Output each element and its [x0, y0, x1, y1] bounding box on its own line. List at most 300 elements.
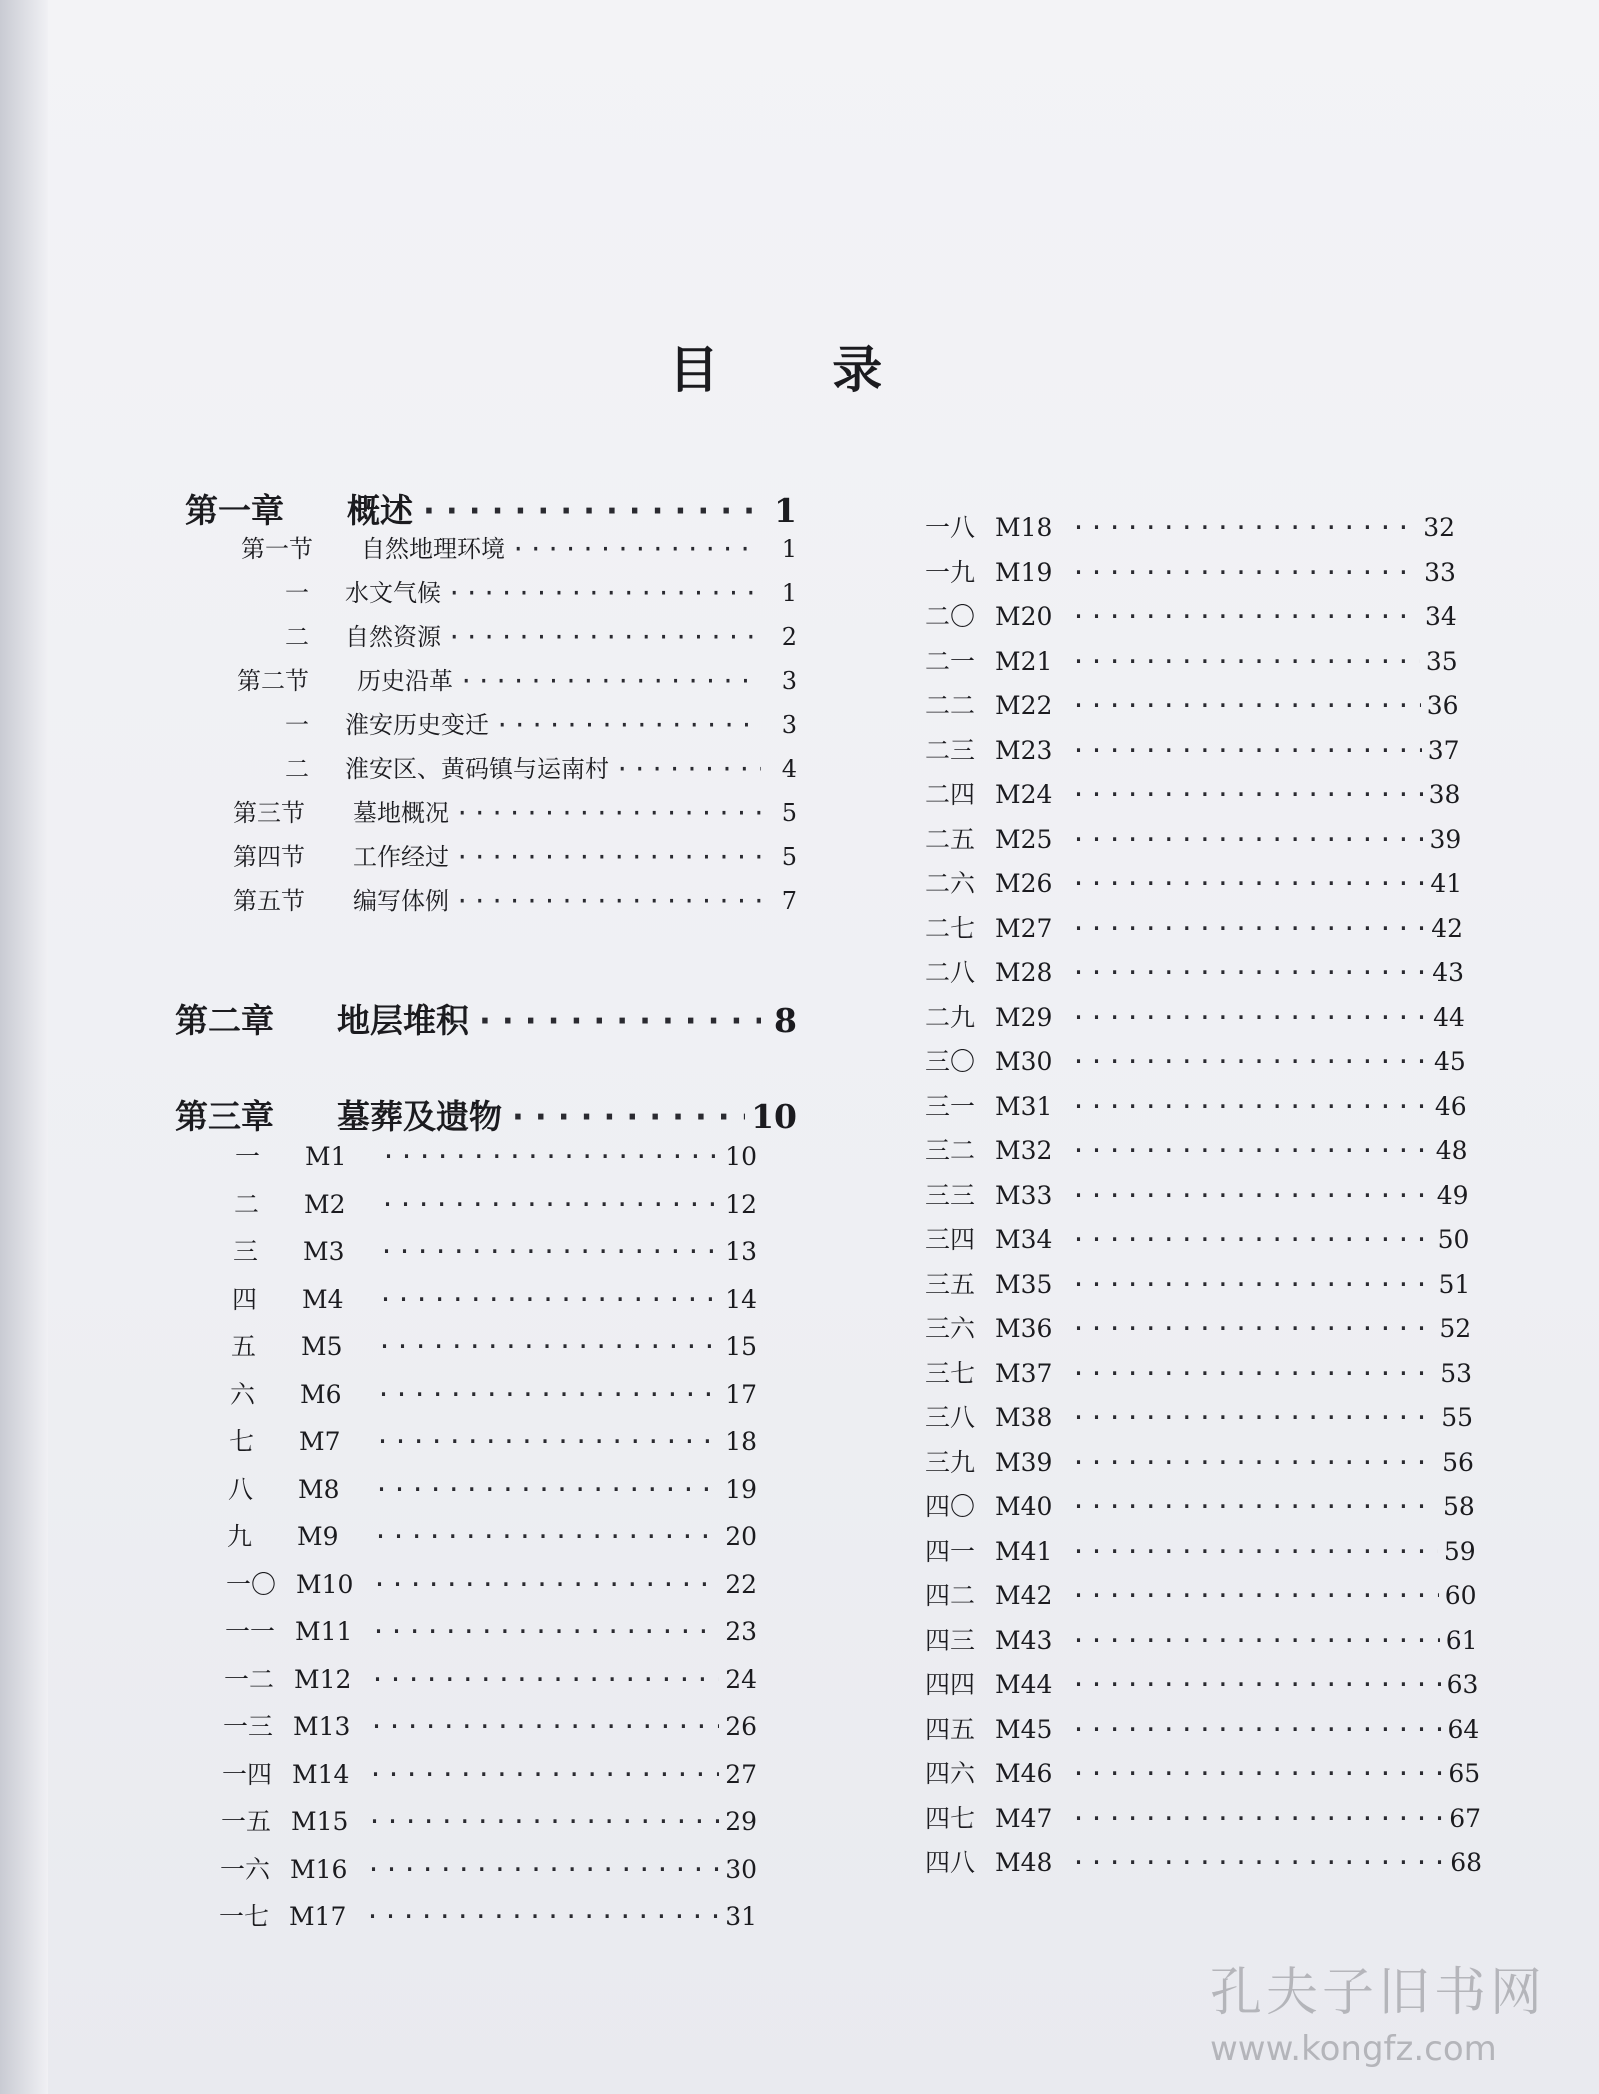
toc-leader-dots	[1071, 1092, 1429, 1121]
toc-entry-label: M8	[298, 1474, 340, 1504]
toc-entry-item	[925, 1087, 1467, 1123]
toc-entry-number: 一六	[220, 1854, 271, 1884]
toc-leader-dots	[378, 1285, 719, 1314]
toc-entry-number: 第五节	[233, 887, 305, 915]
toc-page-number: 4	[781, 755, 797, 783]
toc-leader-dots	[376, 1380, 719, 1409]
toc-entry-number: 二〇	[925, 602, 976, 631]
toc-leader-dots	[1071, 1670, 1441, 1699]
toc-entry-number: 一八	[925, 513, 976, 542]
toc-entry-item	[925, 998, 1465, 1034]
toc-page-number: 10	[751, 1097, 797, 1136]
toc-entry-sub	[285, 617, 797, 652]
toc-leader-dots	[374, 1475, 719, 1504]
toc-entry-number: 三一	[925, 1091, 976, 1121]
toc-entry-item	[925, 909, 1463, 945]
toc-entry-label: M12	[294, 1664, 352, 1694]
toc-entry-label: M43	[995, 1625, 1053, 1655]
toc-entry-item	[225, 1612, 757, 1648]
toc-page-number: 45	[1433, 1047, 1466, 1076]
toc-leader-dots	[1071, 869, 1424, 898]
toc-entry-label: M47	[995, 1803, 1053, 1833]
toc-entry-label: M16	[290, 1854, 348, 1884]
toc-entry-label: 概述	[347, 491, 413, 530]
toc-entry-number: 一九	[925, 557, 976, 587]
toc-leader-dots	[375, 1427, 719, 1456]
toc-entry-label: M39	[995, 1447, 1053, 1477]
toc-leader-dots	[1071, 647, 1420, 676]
toc-entry-number: 四	[232, 1284, 258, 1314]
toc-entry-number: 五	[231, 1332, 257, 1361]
toc-entry-label: M35	[995, 1269, 1053, 1299]
toc-entry-label: M45	[995, 1714, 1053, 1744]
toc-entry-item	[219, 1897, 757, 1933]
toc-leader-dots	[372, 1570, 719, 1599]
toc-leader-dots	[1071, 1136, 1430, 1165]
toc-page-number: 38	[1428, 780, 1461, 809]
toc-page-number: 37	[1427, 735, 1460, 765]
toc-entry-label: M7	[299, 1427, 341, 1456]
toc-entry-number: 一	[285, 579, 309, 607]
toc-entry-number: 三二	[925, 1136, 976, 1165]
toc-entry-item	[227, 1517, 757, 1553]
toc-entry-item	[232, 1280, 757, 1316]
toc-entry-item	[925, 1398, 1473, 1434]
toc-leader-dots	[365, 1902, 719, 1931]
toc-entry-number: 二二	[925, 691, 976, 720]
toc-entry-item	[925, 1131, 1468, 1167]
toc-entry-label: M27	[995, 913, 1053, 943]
toc-leader-dots	[1071, 1581, 1439, 1610]
toc-page-number: 15	[725, 1332, 757, 1361]
toc-page-number: 42	[1431, 913, 1464, 943]
toc-entry-label: 自然资源	[345, 623, 441, 651]
toc-entry-section	[241, 529, 797, 564]
toc-leader-dots	[475, 1001, 761, 1040]
toc-page-number: 36	[1426, 691, 1459, 720]
toc-entry-label: M14	[292, 1759, 350, 1789]
toc-entry-number: 四七	[925, 1803, 976, 1833]
toc-entry-sub	[285, 705, 797, 740]
toc-entry-sub	[285, 573, 797, 608]
toc-entry-item	[925, 775, 1460, 811]
toc-entry-item	[925, 1754, 1480, 1790]
toc-page-number: 43	[1432, 958, 1464, 987]
toc-page-number: 49	[1436, 1180, 1469, 1210]
toc-entry-chapter	[175, 995, 797, 1042]
toc-entry-item	[925, 1621, 1478, 1657]
toc-entry-item	[925, 1042, 1466, 1078]
toc-entry-label: M21	[995, 646, 1053, 676]
toc-entry-number: 一	[235, 1142, 261, 1171]
toc-leader-dots	[495, 711, 761, 739]
toc-entry-label: 淮安区、黄码镇与运南村	[345, 755, 609, 783]
toc-entry-label: M42	[995, 1581, 1053, 1610]
toc-page-number: 60	[1444, 1581, 1477, 1610]
toc-leader-dots	[381, 1142, 719, 1171]
toc-page-number: 2	[781, 623, 797, 651]
toc-entry-item	[925, 1665, 1478, 1701]
toc-page-number: 8	[774, 1001, 797, 1040]
toc-entry-label: M22	[995, 691, 1053, 720]
toc-entry-label: M30	[995, 1047, 1053, 1076]
toc-entry-label: M17	[289, 1902, 347, 1931]
toc-entry-item	[925, 508, 1455, 544]
toc-leader-dots	[373, 1522, 719, 1551]
toc-entry-number: 第四节	[233, 843, 305, 871]
toc-leader-dots	[447, 623, 761, 651]
toc-page-number: 50	[1437, 1225, 1470, 1254]
toc-leader-dots	[1071, 1537, 1438, 1566]
toc-entry-chapter	[175, 1091, 797, 1138]
toc-page-number: 34	[1424, 602, 1457, 631]
toc-leader-dots	[379, 1237, 719, 1266]
toc-page-number: 22	[725, 1569, 757, 1599]
toc-entry-number: 第一节	[241, 535, 313, 563]
toc-leader-dots	[1071, 1225, 1432, 1254]
toc-page-number: 31	[725, 1902, 757, 1931]
toc-page-number: 26	[725, 1712, 757, 1741]
toc-entry-number: 二六	[925, 869, 976, 898]
toc-entry-label: 自然地理环境	[361, 535, 505, 563]
toc-entry-label: 淮安历史变迁	[345, 711, 489, 739]
toc-leader-dots	[455, 799, 761, 827]
toc-entry-item	[229, 1422, 757, 1458]
toc-entry-label: M13	[293, 1712, 351, 1741]
toc-leader-dots	[455, 887, 761, 915]
toc-entry-item	[925, 1220, 1469, 1256]
toc-entry-label: M33	[995, 1180, 1053, 1210]
toc-leader-dots	[511, 535, 761, 563]
toc-page-number: 48	[1435, 1136, 1468, 1165]
toc-entry-number: 二五	[925, 824, 976, 854]
toc-entry-number: 二	[285, 623, 309, 651]
toc-entry-label: M46	[995, 1759, 1053, 1788]
toc-entry-label: M29	[995, 1002, 1053, 1032]
toc-entry-item	[925, 1354, 1472, 1390]
toc-entry-number: 三八	[925, 1403, 976, 1432]
toc-entry-label: 墓地概况	[353, 799, 449, 827]
toc-leader-dots	[615, 755, 761, 783]
toc-leader-dots	[1071, 1047, 1428, 1076]
toc-entry-number: 第二章	[175, 1001, 274, 1040]
toc-entry-number: 四一	[925, 1536, 976, 1566]
toc-page-number: 55	[1441, 1403, 1473, 1432]
toc-leader-dots	[1071, 1403, 1435, 1432]
toc-page-number: 30	[725, 1854, 757, 1884]
toc-leader-dots	[455, 843, 761, 871]
toc-entry-item	[925, 820, 1461, 856]
toc-entry-number: 三九	[925, 1447, 976, 1477]
toc-entry-label: M44	[995, 1670, 1053, 1699]
toc-entry-label: M32	[995, 1136, 1053, 1165]
toc-entry-label: M26	[995, 869, 1053, 898]
toc-leader-dots	[369, 1712, 719, 1741]
toc-entry-item	[925, 1309, 1471, 1345]
toc-page-number: 14	[725, 1284, 757, 1314]
toc-entry-number: 三〇	[925, 1047, 976, 1076]
toc-entry-item	[233, 1232, 757, 1268]
toc-entry-item	[228, 1470, 757, 1506]
toc-entry-item	[925, 1799, 1481, 1835]
toc-entry-section	[233, 837, 797, 872]
toc-entry-number: 四〇	[925, 1492, 976, 1521]
toc-entry-number: 九	[227, 1522, 253, 1551]
toc-entry-item	[223, 1707, 757, 1743]
toc-leader-dots	[1071, 825, 1423, 854]
toc-page-number: 64	[1447, 1714, 1480, 1744]
toc-leader-dots	[370, 1665, 719, 1694]
toc-entry-chapter	[185, 485, 797, 532]
toc-entry-label: M25	[995, 824, 1053, 854]
toc-leader-dots	[1071, 914, 1425, 943]
toc-entry-number: 二	[234, 1189, 260, 1219]
toc-leader-dots	[1071, 691, 1421, 720]
toc-entry-number: 六	[230, 1379, 256, 1409]
toc-entry-label: M18	[995, 513, 1053, 542]
toc-entry-number: 一四	[222, 1759, 273, 1789]
toc-page-number: 10	[725, 1142, 757, 1171]
toc-entry-number: 一三	[223, 1712, 274, 1741]
toc-page-number: 63	[1446, 1670, 1479, 1699]
toc-entry-number: 二四	[925, 780, 976, 809]
toc-entry-item	[231, 1327, 757, 1363]
toc-entry-label: M4	[302, 1284, 344, 1314]
toc-entry-section	[233, 881, 797, 916]
toc-entry-section	[237, 661, 797, 696]
toc-page-number: 33	[1424, 557, 1456, 587]
toc-entry-number: 七	[229, 1427, 255, 1456]
toc-page-number: 1	[781, 579, 797, 607]
watermark-url: www.kongfz.com	[1210, 2029, 1497, 2069]
toc-entry-label: 水文气候	[345, 579, 441, 607]
toc-page-number: 32	[1423, 513, 1455, 542]
toc-entry-item	[925, 731, 1460, 767]
toc-entry-label: M31	[995, 1091, 1053, 1121]
toc-entry-number: 第三章	[175, 1097, 274, 1136]
toc-entry-label: M40	[995, 1492, 1053, 1521]
toc-entry-label: M3	[303, 1237, 345, 1266]
toc-page-number: 51	[1438, 1269, 1471, 1299]
toc-left-column	[175, 485, 797, 1965]
toc-leader-dots	[367, 1807, 719, 1836]
toc-page-number: 17	[725, 1379, 757, 1409]
toc-leader-dots	[368, 1760, 719, 1789]
toc-entry-number: 二七	[925, 913, 976, 943]
toc-leader-dots	[1071, 1759, 1442, 1788]
toc-leader-dots	[459, 667, 761, 695]
toc-entry-item	[925, 686, 1459, 722]
toc-page-number: 59	[1443, 1536, 1476, 1566]
toc-leader-dots	[1071, 1003, 1427, 1032]
toc-entry-number: 三四	[925, 1225, 976, 1254]
toc-leader-dots	[1071, 958, 1426, 987]
toc-leader-dots	[1071, 602, 1419, 631]
toc-entry-label: M41	[995, 1536, 1053, 1566]
toc-entry-number: 三	[233, 1237, 259, 1266]
toc-leader-dots	[1071, 558, 1418, 587]
toc-entry-item	[221, 1802, 757, 1838]
toc-entry-label: M10	[296, 1569, 354, 1599]
toc-leader-dots	[1071, 1359, 1434, 1388]
toc-page-number: 56	[1442, 1447, 1474, 1477]
toc-leader-dots	[1071, 1181, 1431, 1210]
toc-entry-item	[925, 864, 1462, 900]
toc-page-number: 58	[1442, 1492, 1475, 1521]
toc-leader-dots	[366, 1855, 719, 1884]
toc-entry-item	[220, 1850, 757, 1886]
toc-entry-item	[230, 1375, 757, 1411]
toc-entry-item	[925, 1843, 1482, 1879]
toc-entry-item	[234, 1185, 757, 1221]
toc-entry-label: M6	[300, 1379, 342, 1409]
toc-entry-number: 二九	[925, 1002, 976, 1032]
toc-entry-number: 第三节	[233, 799, 305, 827]
toc-entry-number: 四五	[925, 1714, 976, 1744]
toc-right-column	[925, 508, 1482, 1908]
toc-page-number: 23	[725, 1617, 757, 1646]
toc-entry-item	[925, 953, 1464, 989]
toc-leader-dots	[1071, 513, 1417, 542]
toc-leader-dots	[380, 1190, 719, 1219]
toc-entry-label: M11	[295, 1617, 353, 1646]
toc-page-number: 18	[725, 1427, 757, 1456]
toc-leader-dots	[1071, 736, 1422, 765]
toc-page-number: 7	[781, 887, 797, 915]
toc-page-number: 5	[781, 843, 797, 871]
toc-entry-number: 四六	[925, 1759, 976, 1788]
toc-entry-label: M15	[291, 1807, 349, 1836]
toc-entry-item	[925, 1576, 1477, 1612]
toc-entry-number: 一五	[221, 1807, 272, 1836]
toc-leader-dots	[371, 1617, 719, 1646]
toc-entry-item	[222, 1755, 757, 1791]
toc-page-number: 39	[1429, 824, 1462, 854]
toc-entry-number: 三五	[925, 1269, 976, 1299]
toc-entry-number: 三六	[925, 1314, 976, 1343]
toc-entry-label: M23	[995, 735, 1053, 765]
toc-page-number: 61	[1445, 1625, 1478, 1655]
toc-entry-label: 历史沿革	[357, 667, 453, 695]
toc-entry-label: M24	[995, 780, 1053, 809]
toc-page-number: 27	[725, 1759, 757, 1789]
toc-page-number: 46	[1434, 1091, 1467, 1121]
toc-entry-label: 工作经过	[353, 843, 449, 871]
toc-page-number: 65	[1448, 1759, 1481, 1788]
toc-page-number: 24	[725, 1664, 757, 1694]
toc-page-number: 1	[774, 491, 797, 530]
toc-leader-dots	[1071, 1270, 1432, 1299]
toc-entry-item	[224, 1660, 757, 1696]
watermark	[1210, 1950, 1590, 2069]
book-spine	[0, 0, 48, 2094]
toc-page-number: 29	[725, 1807, 757, 1836]
toc-entry-item	[925, 642, 1458, 678]
page-title: 目 录	[668, 340, 931, 399]
toc-leader-dots	[1071, 1492, 1437, 1521]
toc-entry-item	[925, 1710, 1479, 1746]
toc-entry-label: M1	[305, 1142, 347, 1171]
toc-leader-dots	[447, 579, 761, 607]
toc-leader-dots	[1071, 1804, 1443, 1833]
toc-page-number: 1	[781, 535, 797, 563]
toc-entry-label: M48	[995, 1848, 1053, 1877]
toc-page-number: 5	[781, 799, 797, 827]
toc-entry-item	[925, 1176, 1469, 1212]
toc-page-number: 52	[1439, 1314, 1472, 1343]
toc-entry-number: 一〇	[226, 1569, 277, 1599]
toc-entry-item	[925, 597, 1457, 633]
toc-page-number: 44	[1433, 1002, 1465, 1032]
toc-entry-number: 四八	[925, 1848, 976, 1877]
toc-page-number: 12	[725, 1189, 757, 1219]
toc-entry-number: 三七	[925, 1358, 976, 1388]
toc-page-number: 3	[781, 667, 797, 695]
toc-entry-label: M37	[995, 1358, 1053, 1388]
toc-entry-label: 地层堆积	[337, 1001, 469, 1040]
toc-leader-dots	[377, 1332, 719, 1361]
toc-entry-section	[233, 793, 797, 828]
toc-page-number: 13	[725, 1237, 757, 1266]
toc-page-number: 20	[725, 1522, 757, 1551]
toc-entry-number: 第一章	[185, 491, 284, 530]
watermark-name: 孔夫子旧书网	[1210, 1963, 1547, 2023]
toc-entry-label: M36	[995, 1314, 1053, 1343]
toc-entry-number: 一一	[225, 1617, 276, 1646]
toc-entry-item	[925, 1532, 1476, 1568]
toc-entry-item	[925, 1443, 1474, 1479]
toc-leader-dots	[508, 1097, 745, 1136]
toc-entry-number: 一七	[219, 1902, 270, 1931]
toc-entry-number: 二	[285, 755, 309, 783]
toc-entry-number: 二三	[925, 735, 976, 765]
toc-leader-dots	[419, 491, 761, 530]
toc-entry-number: 八	[228, 1474, 254, 1504]
toc-entry-number: 第二节	[237, 667, 309, 695]
toc-leader-dots	[1071, 780, 1423, 809]
toc-entry-label: M9	[297, 1522, 339, 1551]
toc-leader-dots	[1071, 1715, 1441, 1744]
toc-page-number: 35	[1425, 646, 1458, 676]
toc-leader-dots	[1071, 1314, 1433, 1343]
toc-entry-number: 一二	[224, 1664, 275, 1694]
toc-page-number: 67	[1449, 1803, 1482, 1833]
toc-entry-number: 三三	[925, 1180, 976, 1210]
toc-entry-number: 四三	[925, 1625, 976, 1655]
toc-entry-item	[925, 553, 1456, 589]
toc-page-number: 3	[781, 711, 797, 739]
toc-page-number: 68	[1450, 1848, 1482, 1877]
toc-entry-label: M34	[995, 1225, 1053, 1254]
toc-entry-number: 二一	[925, 646, 976, 676]
toc-page-number: 53	[1440, 1358, 1473, 1388]
toc-entry-item	[235, 1137, 757, 1173]
toc-entry-item	[925, 1265, 1470, 1301]
toc-entry-label: M28	[995, 958, 1053, 987]
toc-leader-dots	[1071, 1848, 1444, 1877]
toc-entry-label: M19	[995, 557, 1053, 587]
toc-entry-label: M38	[995, 1403, 1053, 1432]
toc-entry-number: 一	[285, 711, 309, 739]
toc-entry-label: 编写体例	[353, 887, 449, 915]
toc-page-number: 41	[1430, 869, 1463, 898]
toc-entry-number: 四二	[925, 1581, 976, 1610]
toc-entry-number: 四四	[925, 1670, 976, 1699]
toc-entry-label: 墓葬及遗物	[337, 1097, 502, 1136]
toc-entry-label: M20	[995, 602, 1053, 631]
toc-entry-sub	[285, 749, 797, 784]
toc-leader-dots	[1071, 1626, 1440, 1655]
